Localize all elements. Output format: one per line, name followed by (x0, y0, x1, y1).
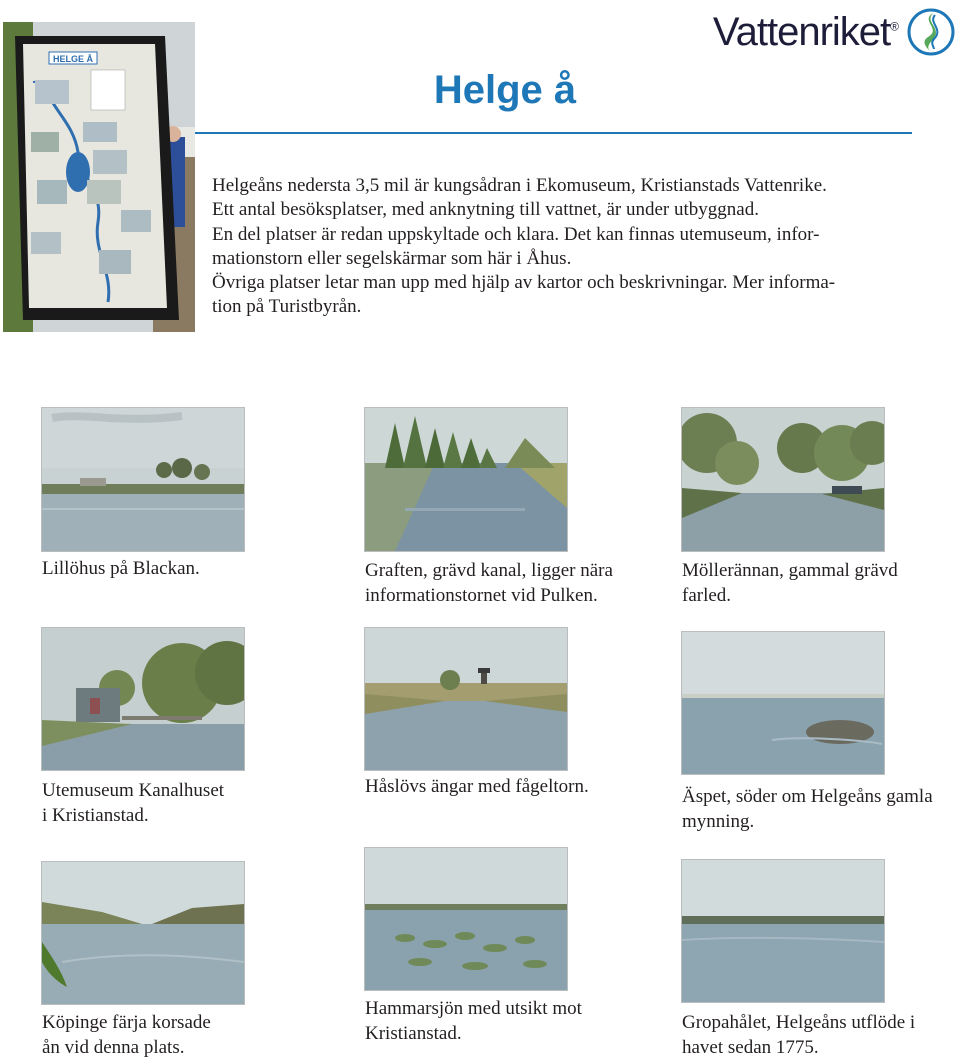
sign-board-heading: HELGE Å (52, 54, 94, 64)
painting-haslovs-angar (365, 628, 567, 770)
painting-aspet (682, 632, 884, 774)
logo-text: Vattenriket® (712, 9, 898, 54)
painting-lillohus (42, 408, 244, 551)
painting-mollerannan (682, 408, 884, 551)
title-divider (194, 132, 912, 134)
panel-caption: Möllerännan, gammal grävd farled. (682, 560, 898, 606)
intro-line: Övriga platser letar man upp med hjälp av kartor och beskrivningar. Mer informa- (212, 272, 836, 294)
panel-caption: Utemuseum Kanalhuset i Kristianstad. (42, 780, 225, 826)
intro-text (212, 174, 912, 320)
panel-caption: Hammarsjön med utsikt mot Kristianstad. (365, 998, 582, 1044)
panel-caption: Äspet, söder om Helgeåns gamla mynning. (682, 786, 933, 832)
intro-line: En del platser är redan uppskyltade och klara. Det kan finnas utemuseum, infor- (212, 223, 820, 245)
sign-board-photo (3, 22, 195, 332)
panel-caption: Graften, grävd kanal, ligger nära informationstornet vid Pulken. (365, 560, 613, 606)
page-title: Helge å (433, 68, 577, 112)
panel-caption: Håslövs ängar med fågeltorn. (365, 776, 589, 797)
sign-board-illustration (3, 22, 195, 332)
intro-line: tion på Turistbyrån. (212, 296, 362, 318)
painting-kanalhuset (42, 628, 244, 770)
intro-line: Ett antal besöksplatser, med anknytning till vattnet, är under utbyggnad. (212, 199, 759, 221)
panel-caption: Lillöhus på Blackan. (42, 558, 200, 579)
painting-gropahalet (682, 860, 884, 1002)
painting-hammarsjon (365, 848, 567, 990)
intro-line: mationstorn eller segelskärmar som här i Åhus. (212, 247, 572, 269)
intro-line: Helgeåns nedersta 3,5 mil är kungsådran i Ekomuseum, Kristianstads Vattenrike. (212, 175, 827, 196)
panel-caption: Köpinge färja korsade ån vid denna plats. (42, 1012, 211, 1058)
panel-caption: Gropahålet, Helgeåns utflöde i havet sedan 1775. (682, 1012, 916, 1058)
vattenriket-logo (713, 4, 956, 60)
painting-graften (365, 408, 567, 551)
water-drop-logo-icon (906, 7, 956, 57)
painting-kopinge (42, 862, 244, 1004)
